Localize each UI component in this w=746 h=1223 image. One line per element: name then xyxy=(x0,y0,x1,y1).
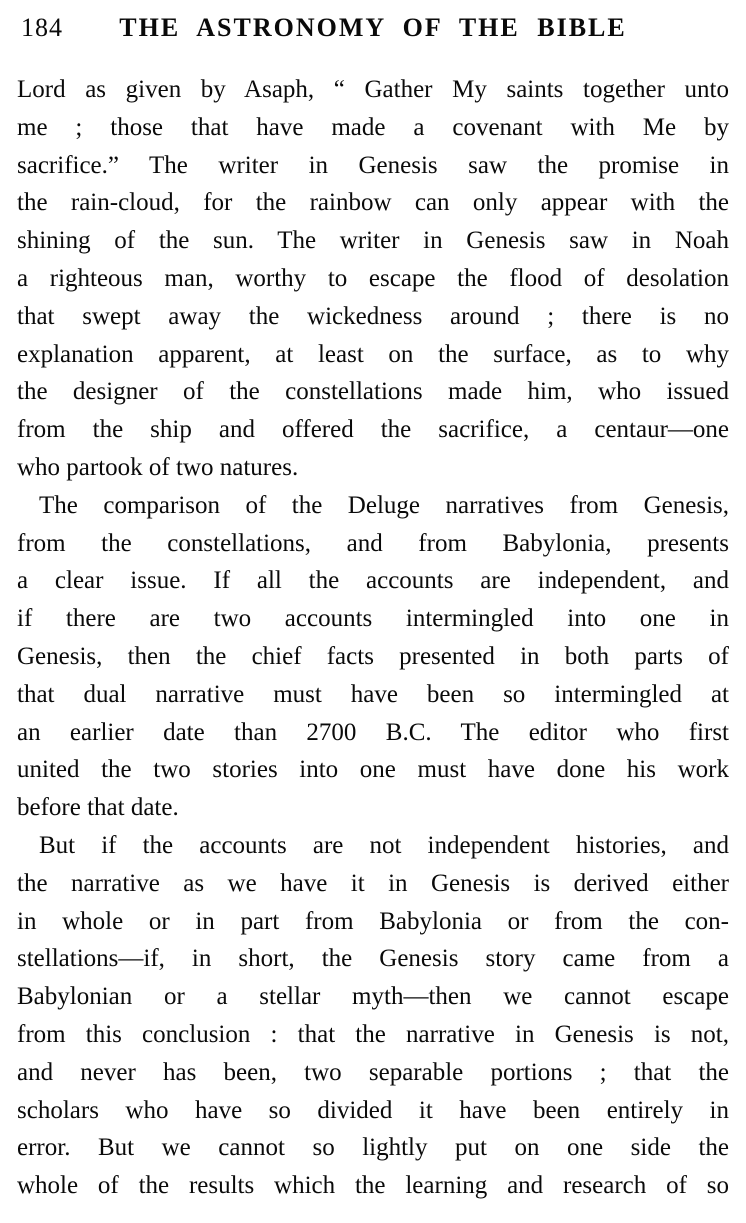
text-line: before that date. xyxy=(17,794,179,822)
text-line: that swept away the wickedness around ; there is no xyxy=(17,302,729,330)
text-line: But if the accounts are not independent histories, and xyxy=(39,831,729,859)
page-header xyxy=(17,0,729,47)
text-line: an earlier date than 2700 B.C. The editor who first xyxy=(17,718,729,746)
text-line: stellations—if, in short, the Genesis story came from a xyxy=(17,945,729,973)
text-line: united the two stories into one must have done his work xyxy=(17,756,729,784)
text-line: Genesis, then the chief facts presented in both parts of xyxy=(17,642,729,670)
text-line: from this conclusion : that the narrative in Genesis is not, xyxy=(17,1020,729,1048)
text-line: Lord as given by Asaph, “ Gather My saints together unto xyxy=(17,76,729,103)
text-line: from the ship and offered the sacrifice, a centaur—one xyxy=(17,416,729,444)
text-line: explanation apparent, at least on the surface, as to why xyxy=(17,340,729,368)
text-line: the designer of the constellations made him, who issued xyxy=(17,378,729,406)
text-line: from the constellations, and from Babylonia, presents xyxy=(17,529,729,557)
text-line: that dual narrative must have been so intermingled at xyxy=(17,680,729,708)
text-line: scholars who have so divided it have been entirely in xyxy=(17,1096,729,1124)
text-line: a clear issue. If all the accounts are independent, and xyxy=(17,567,729,595)
text-line: shining of the sun. The writer in Genesis saw in Noah xyxy=(17,227,729,255)
text-line: and never has been, two separable portions ; that the xyxy=(17,1058,729,1086)
text-line: whole of the results which the learning and research of so xyxy=(17,1172,729,1200)
text-line: me ; those that have made a covenant with Me by xyxy=(17,113,729,141)
text-line: in whole or in part from Babylonia or from the con- xyxy=(17,907,729,935)
text-line: sacrifice.” The writer in Genesis saw the promise in xyxy=(17,151,729,179)
text-line: error. But we cannot so lightly put on one side the xyxy=(17,1134,729,1162)
text-line: who partook of two natures. xyxy=(17,453,299,481)
text-line: the narrative as we have it in Genesis is derived either xyxy=(17,869,729,897)
text-line: if there are two accounts intermingled into one in xyxy=(17,605,729,633)
page-number: 184 xyxy=(21,13,63,42)
text-line: The comparison of the Deluge narratives from Genesis, xyxy=(39,491,729,519)
page-title: THE ASTRONOMY OF THE BIBLE xyxy=(119,13,627,42)
text-line: the rain-cloud, for the rainbow can only appear with the xyxy=(17,189,729,217)
body-text xyxy=(17,71,729,1205)
text-line: a righteous man, worthy to escape the flood of desolation xyxy=(17,264,729,292)
text-line: Babylonian or a stellar myth—then we cannot escape xyxy=(17,983,729,1011)
